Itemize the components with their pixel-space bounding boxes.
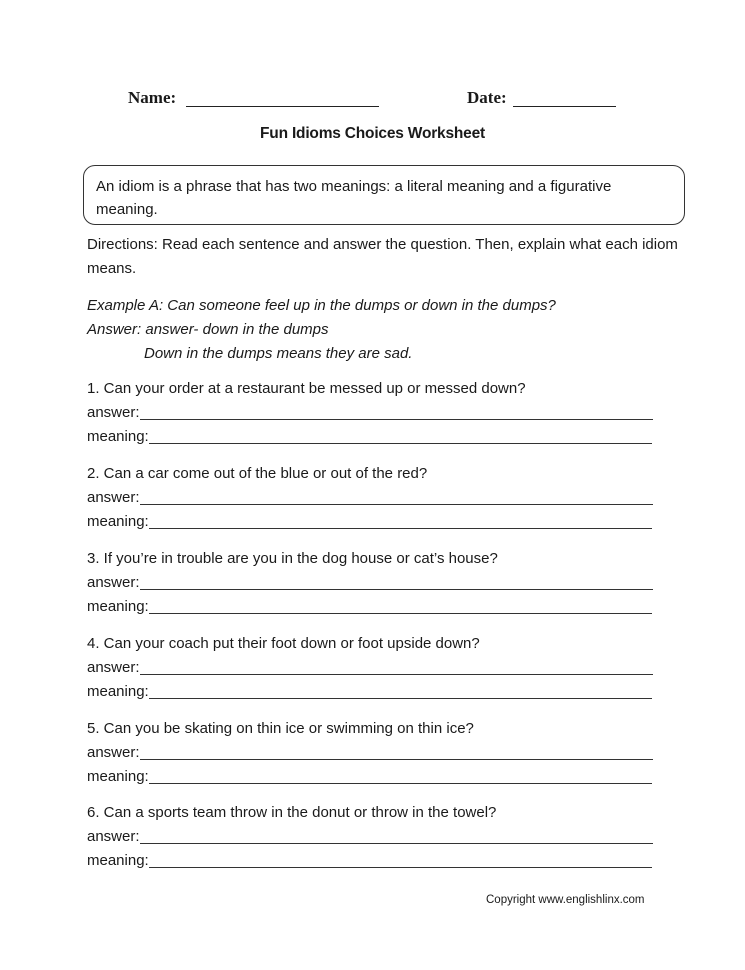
date-field[interactable] bbox=[513, 106, 616, 107]
answer-blank[interactable] bbox=[140, 827, 653, 844]
copyright-notice: Copyright www.englishlinx.com bbox=[486, 894, 645, 906]
answer-label: answer: bbox=[87, 828, 140, 845]
answer-label: answer: bbox=[87, 574, 140, 591]
answer-label: answer: bbox=[87, 489, 140, 506]
meaning-row bbox=[87, 765, 667, 789]
question-text: 1. Can your order at a restaurant be messed up or messed down? bbox=[87, 380, 526, 397]
question-text: 4. Can your coach put their foot down or foot upside down? bbox=[87, 635, 480, 652]
question-text: 3. If you’re in trouble are you in the dog house or cat’s house? bbox=[87, 550, 498, 567]
example-question: Example A: Can someone feel up in the dumps or down in the dumps? bbox=[87, 297, 556, 314]
question-text: 5. Can you be skating on thin ice or swimming on thin ice? bbox=[87, 720, 474, 737]
answer-row bbox=[87, 825, 667, 849]
meaning-blank[interactable] bbox=[149, 597, 652, 614]
meaning-label: meaning: bbox=[87, 768, 149, 785]
meaning-row bbox=[87, 425, 667, 449]
directions-text: Directions: Read each sentence and answer the question. Then, explain what each idiom means. bbox=[87, 236, 678, 277]
meaning-label: meaning: bbox=[87, 852, 149, 869]
meaning-blank[interactable] bbox=[149, 427, 652, 444]
answer-label: answer: bbox=[87, 744, 140, 761]
definition-box bbox=[83, 165, 685, 225]
answer-label: answer: bbox=[87, 659, 140, 676]
answer-label: answer: bbox=[87, 404, 140, 421]
answer-row bbox=[87, 656, 667, 680]
question-6 bbox=[87, 800, 667, 873]
question-1 bbox=[87, 376, 667, 449]
name-label: Name: bbox=[128, 88, 177, 107]
answer-blank[interactable] bbox=[140, 743, 653, 760]
meaning-label: meaning: bbox=[87, 513, 149, 530]
meaning-row bbox=[87, 595, 667, 619]
example-block bbox=[87, 294, 556, 366]
meaning-row bbox=[87, 510, 667, 534]
answer-row bbox=[87, 741, 667, 765]
answer-blank[interactable] bbox=[140, 488, 653, 505]
meaning-blank[interactable] bbox=[149, 682, 652, 699]
meaning-label: meaning: bbox=[87, 428, 149, 445]
answer-row bbox=[87, 401, 667, 425]
meaning-row bbox=[87, 680, 667, 704]
question-text: 2. Can a car come out of the blue or out of the red? bbox=[87, 465, 428, 482]
answer-blank[interactable] bbox=[140, 573, 653, 590]
definition-text: An idiom is a phrase that has two meanings: a literal meaning and a figurative meaning. bbox=[96, 178, 612, 218]
worksheet-title: Fun Idioms Choices Worksheet bbox=[260, 125, 485, 142]
question-5 bbox=[87, 716, 667, 789]
header-row bbox=[128, 88, 628, 112]
question-text: 6. Can a sports team throw in the donut or throw in the towel? bbox=[87, 804, 497, 821]
example-answer: Answer: answer- down in the dumps bbox=[87, 321, 329, 338]
answer-row bbox=[87, 571, 667, 595]
date-label: Date: bbox=[467, 88, 507, 107]
meaning-blank[interactable] bbox=[149, 767, 652, 784]
answer-blank[interactable] bbox=[140, 658, 653, 675]
meaning-row bbox=[87, 849, 667, 873]
meaning-label: meaning: bbox=[87, 598, 149, 615]
question-2 bbox=[87, 461, 667, 534]
name-field[interactable] bbox=[186, 106, 379, 107]
question-4 bbox=[87, 631, 667, 704]
question-3 bbox=[87, 546, 667, 619]
example-meaning: Down in the dumps means they are sad. bbox=[144, 345, 413, 362]
meaning-blank[interactable] bbox=[149, 851, 652, 868]
meaning-blank[interactable] bbox=[149, 512, 652, 529]
answer-blank[interactable] bbox=[140, 403, 653, 420]
meaning-label: meaning: bbox=[87, 683, 149, 700]
answer-row bbox=[87, 486, 667, 510]
